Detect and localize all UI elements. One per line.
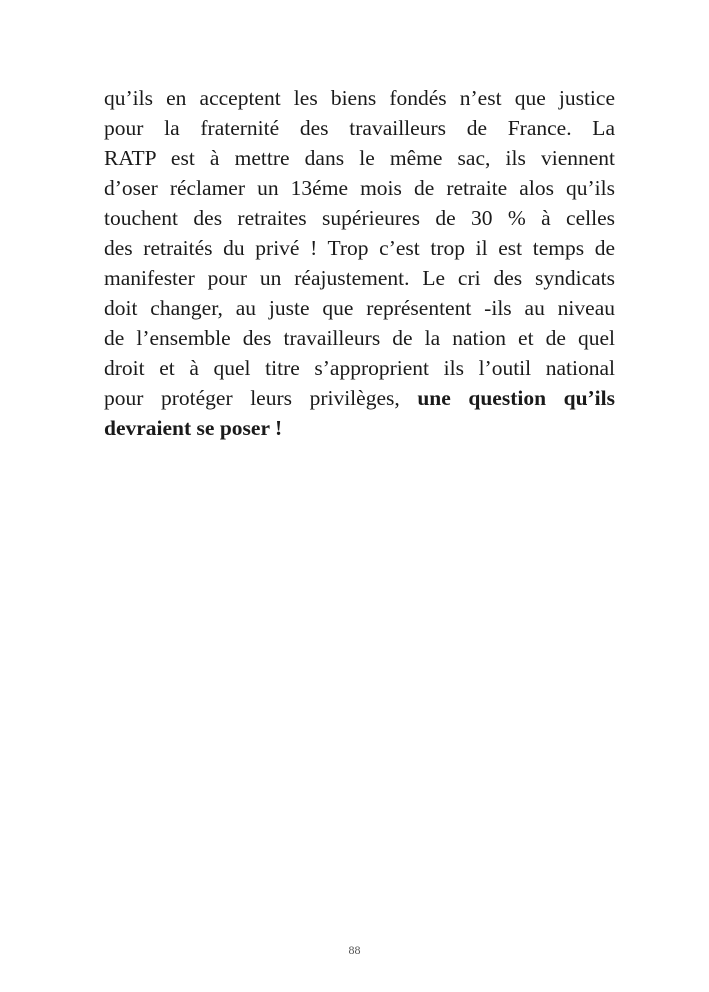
text-line: touchent des retraites supérieures de 30 % à celles	[104, 206, 615, 230]
text-line-mixed	[104, 383, 615, 413]
text-line: doit changer, au juste que représentent -ils au niveau	[104, 296, 615, 320]
text-line: manifester pour un réajustement. Le cri des syndicats	[104, 266, 615, 290]
text-line: RATP est à mettre dans le même sac, ils viennent	[104, 146, 615, 170]
text-line: de l’ensemble des travailleurs de la nation et de quel	[104, 326, 615, 350]
text-line-bold: devraient se poser !	[104, 416, 283, 440]
page-number: 88	[348, 943, 361, 957]
text-line: d’oser réclamer un 13éme mois de retraite alos qu’ils	[104, 176, 615, 200]
text-line: qu’ils en acceptent les biens fondés n’est que justice	[104, 86, 615, 110]
text-segment-regular: pour protéger leurs privilèges,	[104, 386, 400, 410]
body-paragraph	[104, 83, 615, 443]
text-segment-bold: une question qu’ils	[417, 386, 615, 410]
text-line: pour la fraternité des travailleurs de France. La	[104, 116, 615, 140]
text-line: des retraités du privé ! Trop c’est trop il est temps de	[104, 236, 615, 260]
text-line: droit et à quel titre s’approprient ils l’outil national	[104, 356, 615, 380]
